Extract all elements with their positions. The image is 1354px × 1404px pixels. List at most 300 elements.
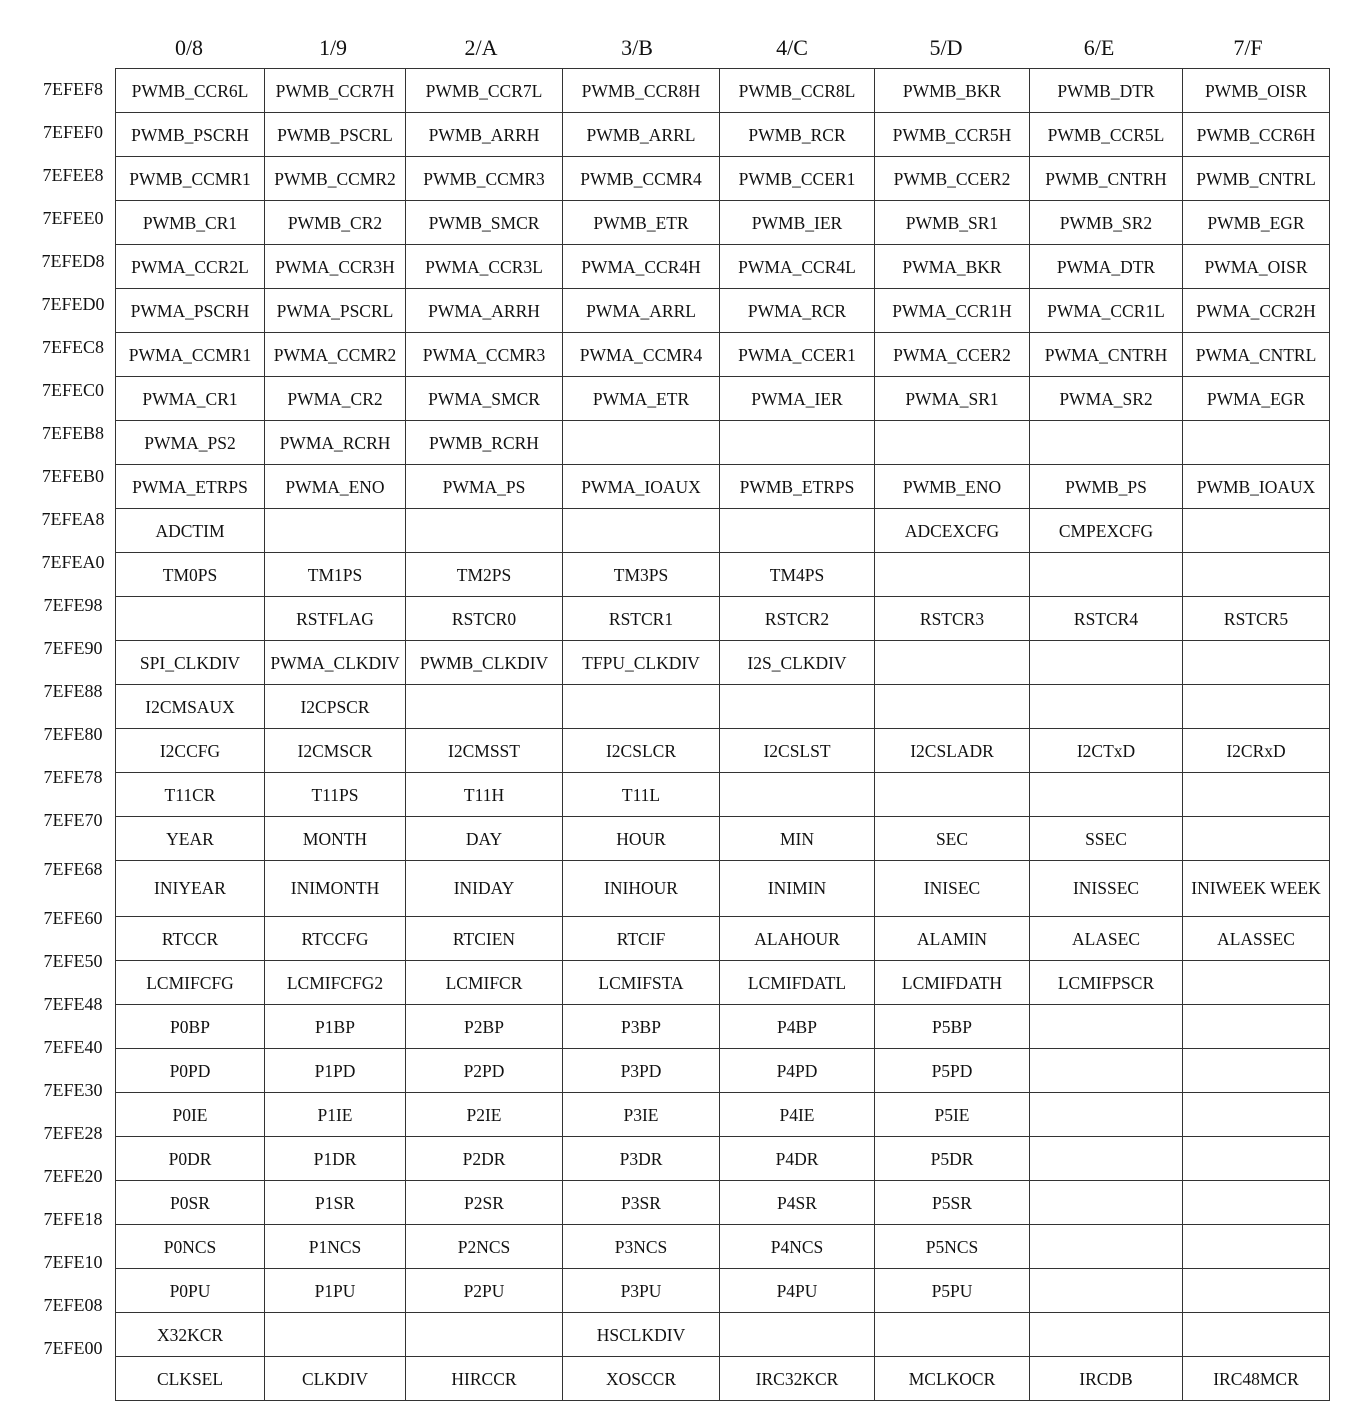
- register-cell: PWMA_ARRL: [563, 289, 720, 333]
- register-cell: P5DR: [875, 1137, 1030, 1181]
- register-cell: P3IE: [563, 1093, 720, 1137]
- register-cell: PWMA_EGR: [1183, 377, 1330, 421]
- register-cell: PWMA_CCMR4: [563, 333, 720, 377]
- register-cell: CLKSEL: [116, 1357, 265, 1401]
- register-cell: PWMB_EGR: [1183, 201, 1330, 245]
- register-cell: PWMB_CCR8L: [720, 69, 875, 113]
- register-cell: PWMB_OISR: [1183, 69, 1330, 113]
- column-header: 5/D: [929, 35, 963, 60]
- register-cell: INIMIN: [720, 861, 875, 917]
- register-cell: P2NCS: [406, 1225, 563, 1269]
- table-row: [116, 1137, 1330, 1181]
- register-cell: PWMB_CCR6H: [1183, 113, 1330, 157]
- register-cell: IRCDB: [1030, 1357, 1183, 1401]
- register-cell: [1030, 553, 1183, 597]
- register-cell: [1183, 1181, 1330, 1225]
- register-cell: PWMA_PS: [406, 465, 563, 509]
- register-cell: LCMIFCR: [406, 961, 563, 1005]
- register-cell: PWMB_IOAUX: [1183, 465, 1330, 509]
- register-cell: PWMA_CR1: [116, 377, 265, 421]
- register-cell: [563, 685, 720, 729]
- register-cell: PWMB_ETRPS: [720, 465, 875, 509]
- register-cell: [265, 509, 406, 553]
- register-cell: SSEC: [1030, 817, 1183, 861]
- register-cell: RTCIF: [563, 917, 720, 961]
- register-cell: P5NCS: [875, 1225, 1030, 1269]
- register-cell: P0PU: [116, 1269, 265, 1313]
- register-cell: MCLKOCR: [875, 1357, 1030, 1401]
- register-cell: PWMB_SR1: [875, 201, 1030, 245]
- table-row: [116, 553, 1330, 597]
- table-row: [116, 917, 1330, 961]
- register-cell: [1183, 1005, 1330, 1049]
- register-cell: LCMIFDATH: [875, 961, 1030, 1005]
- table-row: [116, 1313, 1330, 1357]
- row-address-label: 7EFED0: [41, 294, 105, 314]
- register-cell: ADCEXCFG: [875, 509, 1030, 553]
- register-cell: TM2PS: [406, 553, 563, 597]
- register-cell: [1183, 1137, 1330, 1181]
- table-row: [116, 861, 1330, 917]
- register-cell: P2IE: [406, 1093, 563, 1137]
- row-address-label: 7EFEE0: [42, 208, 104, 228]
- register-cell: [1183, 1225, 1330, 1269]
- register-cell: RSTCR3: [875, 597, 1030, 641]
- register-cell: SEC: [875, 817, 1030, 861]
- register-cell: [720, 685, 875, 729]
- register-cell: CMPEXCFG: [1030, 509, 1183, 553]
- register-cell: P4IE: [720, 1093, 875, 1137]
- column-header: 3/B: [621, 35, 653, 60]
- table-row: [116, 1181, 1330, 1225]
- register-cell: PWMB_CCMR2: [265, 157, 406, 201]
- row-address-label: 7EFE08: [43, 1295, 103, 1315]
- register-cell: MONTH: [265, 817, 406, 861]
- row-address-label: 7EFE60: [43, 908, 103, 928]
- table-row: [116, 597, 1330, 641]
- register-cell: PWMB_CCMR4: [563, 157, 720, 201]
- register-cell: LCMIFDATL: [720, 961, 875, 1005]
- register-cell: I2CRxD: [1183, 729, 1330, 773]
- register-cell: RTCCFG: [265, 917, 406, 961]
- register-address-table: [115, 68, 1330, 1401]
- register-cell: P4PD: [720, 1049, 875, 1093]
- register-cell: PWMB_CR1: [116, 201, 265, 245]
- register-cell: [1030, 1137, 1183, 1181]
- register-cell: PWMB_CNTRL: [1183, 157, 1330, 201]
- register-cell: TM1PS: [265, 553, 406, 597]
- table-row: [116, 465, 1330, 509]
- register-cell: PWMA_IER: [720, 377, 875, 421]
- register-cell: PWMA_DTR: [1030, 245, 1183, 289]
- register-cell: SPI_CLKDIV: [116, 641, 265, 685]
- row-address-label: 7EFE28: [43, 1123, 103, 1143]
- register-cell: [1030, 1313, 1183, 1357]
- register-cell: T11H: [406, 773, 563, 817]
- register-cell: [1030, 641, 1183, 685]
- register-cell: PWMB_RCR: [720, 113, 875, 157]
- register-cell: PWMB_ARRL: [563, 113, 720, 157]
- register-cell: [1183, 1313, 1330, 1357]
- table-row: [116, 1269, 1330, 1313]
- register-cell: PWMB_CCR8H: [563, 69, 720, 113]
- register-cell: PWMA_CLKDIV: [265, 641, 406, 685]
- table-row: [116, 333, 1330, 377]
- table-row: [116, 421, 1330, 465]
- row-address-label: 7EFEB8: [41, 423, 104, 443]
- register-cell: PWMB_PSCRL: [265, 113, 406, 157]
- register-cell: P2PD: [406, 1049, 563, 1093]
- table-row: [116, 377, 1330, 421]
- register-cell: P5PU: [875, 1269, 1030, 1313]
- register-cell: RSTCR4: [1030, 597, 1183, 641]
- register-cell: RSTCR5: [1183, 597, 1330, 641]
- register-cell: RSTCR0: [406, 597, 563, 641]
- register-cell: [1030, 1225, 1183, 1269]
- row-address-label: 7EFE68: [43, 859, 103, 879]
- table-row: [116, 773, 1330, 817]
- register-cell: P1PD: [265, 1049, 406, 1093]
- register-cell: PWMB_IER: [720, 201, 875, 245]
- register-cell: I2CPSCR: [265, 685, 406, 729]
- row-address-label: 7EFE10: [43, 1252, 103, 1272]
- row-address-label: 7EFE48: [43, 994, 103, 1014]
- register-cell: PWMA_CCMR3: [406, 333, 563, 377]
- table-row: [116, 509, 1330, 553]
- register-cell: P2SR: [406, 1181, 563, 1225]
- register-cell: PWMA_CCR2L: [116, 245, 265, 289]
- register-cell: RSTCR1: [563, 597, 720, 641]
- register-cell: PWMB_CCR5H: [875, 113, 1030, 157]
- register-cell: [720, 1313, 875, 1357]
- row-address-label: 7EFEF0: [42, 122, 103, 142]
- register-cell: INIYEAR: [116, 861, 265, 917]
- register-cell: PWMA_CCR2H: [1183, 289, 1330, 333]
- register-cell: P5IE: [875, 1093, 1030, 1137]
- register-cell: P4NCS: [720, 1225, 875, 1269]
- register-cell: CLKDIV: [265, 1357, 406, 1401]
- table-row: [116, 1049, 1330, 1093]
- register-cell: ADCTIM: [116, 509, 265, 553]
- register-cell: I2CMSAUX: [116, 685, 265, 729]
- register-cell: T11PS: [265, 773, 406, 817]
- register-cell: P1IE: [265, 1093, 406, 1137]
- register-cell: PWMB_ETR: [563, 201, 720, 245]
- row-address-label: 7EFEA8: [41, 509, 105, 529]
- row-address-label: 7EFEE8: [42, 165, 104, 185]
- register-cell: PWMA_ETR: [563, 377, 720, 421]
- register-cell: X32KCR: [116, 1313, 265, 1357]
- register-cell: PWMA_CCER2: [875, 333, 1030, 377]
- register-cell: [720, 773, 875, 817]
- register-cell: [1030, 1005, 1183, 1049]
- register-cell: I2CMSST: [406, 729, 563, 773]
- register-cell: PWMB_SMCR: [406, 201, 563, 245]
- register-cell: PWMA_CCR4L: [720, 245, 875, 289]
- register-cell: PWMA_CNTRL: [1183, 333, 1330, 377]
- register-cell: PWMB_SR2: [1030, 201, 1183, 245]
- register-cell: P3BP: [563, 1005, 720, 1049]
- register-cell: INIDAY: [406, 861, 563, 917]
- row-address-label: 7EFEC0: [41, 380, 104, 400]
- register-cell: PWMA_ARRH: [406, 289, 563, 333]
- register-cell: I2CSLCR: [563, 729, 720, 773]
- register-cell: P0NCS: [116, 1225, 265, 1269]
- register-cell: HIRCCR: [406, 1357, 563, 1401]
- register-cell: PWMA_SR1: [875, 377, 1030, 421]
- register-cell: P3DR: [563, 1137, 720, 1181]
- column-header: 1/9: [318, 35, 348, 60]
- register-cell: PWMA_CCR1L: [1030, 289, 1183, 333]
- row-address-label: 7EFE80: [43, 724, 103, 744]
- register-cell: PWMB_CCMR3: [406, 157, 563, 201]
- register-cell: PWMA_ENO: [265, 465, 406, 509]
- register-cell: PWMA_CCR4H: [563, 245, 720, 289]
- register-cell: INISEC: [875, 861, 1030, 917]
- row-address-label: 7EFEB0: [41, 466, 104, 486]
- row-address-label: 7EFE30: [43, 1080, 103, 1100]
- register-cell: P1SR: [265, 1181, 406, 1225]
- register-cell: [1183, 685, 1330, 729]
- register-cell: PWMA_SR2: [1030, 377, 1183, 421]
- column-header: 6/E: [1083, 35, 1115, 60]
- register-cell: [1183, 509, 1330, 553]
- register-cell: PWMA_PS2: [116, 421, 265, 465]
- register-cell: I2S_CLKDIV: [720, 641, 875, 685]
- register-cell: T11CR: [116, 773, 265, 817]
- register-cell: P0PD: [116, 1049, 265, 1093]
- table-row: [116, 1093, 1330, 1137]
- register-cell: I2CTxD: [1030, 729, 1183, 773]
- register-cell: P2BP: [406, 1005, 563, 1049]
- register-cell: PWMA_CCR3L: [406, 245, 563, 289]
- register-cell: RSTFLAG: [265, 597, 406, 641]
- register-cell: PWMA_CCR1H: [875, 289, 1030, 333]
- register-cell: P3SR: [563, 1181, 720, 1225]
- table-row: [116, 201, 1330, 245]
- register-cell: I2CCFG: [116, 729, 265, 773]
- register-cell: TM0PS: [116, 553, 265, 597]
- register-cell: P3PU: [563, 1269, 720, 1313]
- row-address-label: 7EFEA0: [41, 552, 105, 572]
- register-cell: [1030, 1049, 1183, 1093]
- table-row: [116, 685, 1330, 729]
- register-cell: [1030, 1181, 1183, 1225]
- register-cell: [1183, 773, 1330, 817]
- register-cell: P3PD: [563, 1049, 720, 1093]
- register-cell: PWMA_RCR: [720, 289, 875, 333]
- register-cell: [1183, 553, 1330, 597]
- table-row: [116, 1005, 1330, 1049]
- register-cell: [875, 641, 1030, 685]
- register-cell: [1030, 1093, 1183, 1137]
- table-row: [116, 1225, 1330, 1269]
- register-cell: [563, 509, 720, 553]
- row-address-label: 7EFEF8: [42, 79, 103, 99]
- register-cell: HOUR: [563, 817, 720, 861]
- register-cell: [1183, 961, 1330, 1005]
- table-row: [116, 961, 1330, 1005]
- table-row: [116, 729, 1330, 773]
- register-cell: ALASEC: [1030, 917, 1183, 961]
- register-cell: LCMIFSTA: [563, 961, 720, 1005]
- register-cell: [406, 1313, 563, 1357]
- register-cell: [116, 597, 265, 641]
- table-row: [116, 289, 1330, 333]
- register-cell: [720, 509, 875, 553]
- register-cell: P5SR: [875, 1181, 1030, 1225]
- register-cell: [1030, 1269, 1183, 1313]
- register-cell: [720, 421, 875, 465]
- register-cell: [1183, 1049, 1330, 1093]
- register-cell: [875, 685, 1030, 729]
- register-cell: I2CMSCR: [265, 729, 406, 773]
- register-cell: [875, 773, 1030, 817]
- register-cell: PWMA_CR2: [265, 377, 406, 421]
- register-cell: PWMB_RCRH: [406, 421, 563, 465]
- row-address-label: 7EFE00: [43, 1338, 103, 1358]
- register-cell: MIN: [720, 817, 875, 861]
- register-cell: P2DR: [406, 1137, 563, 1181]
- register-cell: [406, 685, 563, 729]
- register-cell: PWMB_ARRH: [406, 113, 563, 157]
- register-cell: PWMA_SMCR: [406, 377, 563, 421]
- table-row: [116, 245, 1330, 289]
- register-cell: ALAMIN: [875, 917, 1030, 961]
- register-cell: P4PU: [720, 1269, 875, 1313]
- register-cell: P1BP: [265, 1005, 406, 1049]
- register-cell: [1183, 421, 1330, 465]
- register-cell: IRC32KCR: [720, 1357, 875, 1401]
- register-cell: PWMA_BKR: [875, 245, 1030, 289]
- register-cell: ALAHOUR: [720, 917, 875, 961]
- register-cell: [1183, 1269, 1330, 1313]
- register-cell: P4SR: [720, 1181, 875, 1225]
- register-cell: PWMB_CNTRH: [1030, 157, 1183, 201]
- register-cell: I2CSLST: [720, 729, 875, 773]
- register-cell: RTCIEN: [406, 917, 563, 961]
- register-cell: PWMA_CNTRH: [1030, 333, 1183, 377]
- column-header: 7/F: [1233, 35, 1263, 60]
- register-cell: P1DR: [265, 1137, 406, 1181]
- row-address-label: 7EFE40: [43, 1037, 103, 1057]
- column-header: 2/A: [464, 35, 498, 60]
- register-cell: PWMB_CCER2: [875, 157, 1030, 201]
- register-cell: PWMB_CCR7L: [406, 69, 563, 113]
- column-header: 0/8: [174, 35, 204, 60]
- register-cell: TM3PS: [563, 553, 720, 597]
- register-cell: PWMA_PSCRH: [116, 289, 265, 333]
- register-cell: LCMIFCFG: [116, 961, 265, 1005]
- register-cell: [875, 553, 1030, 597]
- register-cell: PWMB_PSCRH: [116, 113, 265, 157]
- register-cell: PWMA_RCRH: [265, 421, 406, 465]
- row-address-label: 7EFE88: [43, 681, 103, 701]
- register-cell: XOSCCR: [563, 1357, 720, 1401]
- register-cell: P2PU: [406, 1269, 563, 1313]
- register-cell: RSTCR2: [720, 597, 875, 641]
- register-cell: P0SR: [116, 1181, 265, 1225]
- register-cell: LCMIFCFG2: [265, 961, 406, 1005]
- register-cell: PWMB_CCR6L: [116, 69, 265, 113]
- register-cell: PWMB_CLKDIV: [406, 641, 563, 685]
- register-cell: [1030, 685, 1183, 729]
- register-cell: PWMB_PS: [1030, 465, 1183, 509]
- register-cell: IRC48MCR: [1183, 1357, 1330, 1401]
- register-cell: [265, 1313, 406, 1357]
- register-cell: P5PD: [875, 1049, 1030, 1093]
- register-cell: [875, 1313, 1030, 1357]
- table-row: [116, 157, 1330, 201]
- register-cell: ALASSEC: [1183, 917, 1330, 961]
- row-address-label: 7EFEC8: [41, 337, 104, 357]
- register-cell: P4BP: [720, 1005, 875, 1049]
- register-cell: [1030, 421, 1183, 465]
- register-cell: PWMB_CR2: [265, 201, 406, 245]
- register-cell: PWMB_ENO: [875, 465, 1030, 509]
- register-cell: INIWEEK WEEK: [1183, 861, 1330, 917]
- table-row: [116, 1357, 1330, 1401]
- register-cell: DAY: [406, 817, 563, 861]
- register-cell: PWMB_BKR: [875, 69, 1030, 113]
- row-address-label: 7EFE18: [43, 1209, 103, 1229]
- row-address-label: 7EFE98: [43, 595, 103, 615]
- register-cell: [1183, 817, 1330, 861]
- register-cell: I2CSLADR: [875, 729, 1030, 773]
- register-cell: P0DR: [116, 1137, 265, 1181]
- register-cell: PWMA_IOAUX: [563, 465, 720, 509]
- register-cell: [563, 421, 720, 465]
- row-address-label: 7EFE78: [43, 767, 103, 787]
- register-cell: P0IE: [116, 1093, 265, 1137]
- register-cell: P3NCS: [563, 1225, 720, 1269]
- register-cell: PWMA_CCMR1: [116, 333, 265, 377]
- register-cell: [406, 509, 563, 553]
- row-address-label: 7EFE70: [43, 810, 103, 830]
- register-cell: HSCLKDIV: [563, 1313, 720, 1357]
- register-cell: TFPU_CLKDIV: [563, 641, 720, 685]
- register-cell: P1NCS: [265, 1225, 406, 1269]
- register-cell: TM4PS: [720, 553, 875, 597]
- register-cell: INIMONTH: [265, 861, 406, 917]
- register-cell: PWMA_PSCRL: [265, 289, 406, 333]
- register-cell: [1183, 641, 1330, 685]
- table-row: [116, 641, 1330, 685]
- row-address-label: 7EFE90: [43, 638, 103, 658]
- table-row: [116, 113, 1330, 157]
- row-address-label: 7EFE50: [43, 951, 103, 971]
- register-cell: PWMB_DTR: [1030, 69, 1183, 113]
- register-cell: PWMB_CCMR1: [116, 157, 265, 201]
- row-address-label: 7EFE20: [43, 1166, 103, 1186]
- register-cell: PWMA_ETRPS: [116, 465, 265, 509]
- column-header: 4/C: [776, 35, 808, 60]
- register-cell: INIHOUR: [563, 861, 720, 917]
- register-cell: [875, 421, 1030, 465]
- register-cell: PWMB_CCR5L: [1030, 113, 1183, 157]
- register-cell: [1183, 1093, 1330, 1137]
- register-cell: P4DR: [720, 1137, 875, 1181]
- register-cell: PWMA_CCER1: [720, 333, 875, 377]
- register-cell: [1030, 773, 1183, 817]
- register-cell: PWMA_OISR: [1183, 245, 1330, 289]
- register-cell: YEAR: [116, 817, 265, 861]
- register-cell: LCMIFPSCR: [1030, 961, 1183, 1005]
- register-cell: P1PU: [265, 1269, 406, 1313]
- register-cell: T11L: [563, 773, 720, 817]
- register-cell: PWMA_CCMR2: [265, 333, 406, 377]
- register-cell: PWMB_CCR7H: [265, 69, 406, 113]
